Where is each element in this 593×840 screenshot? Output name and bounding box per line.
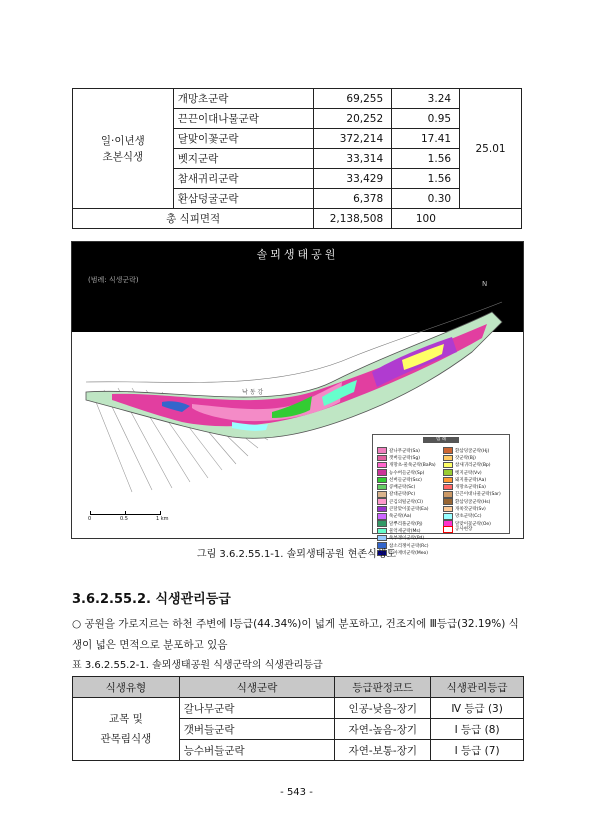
community-name: 환삼덩굴군락 bbox=[173, 189, 314, 209]
legend-swatch bbox=[443, 447, 453, 454]
legend-label: 갈대군락(Pc) bbox=[389, 492, 416, 498]
legend-label: 돼지풀군락(Aa) bbox=[455, 477, 487, 483]
legend-label: 갓군락(Bj) bbox=[455, 455, 476, 461]
legend-item bbox=[443, 513, 501, 520]
legend-item bbox=[377, 447, 436, 454]
area-value: 69,255 bbox=[314, 89, 392, 109]
map-subtitle: (범례: 식생군락) bbox=[88, 276, 139, 284]
legend-label: 환삼덩굴군락(Hj) bbox=[455, 448, 490, 454]
area-value: 33,429 bbox=[314, 169, 392, 189]
grade-code: 인공-낮음-장기 bbox=[335, 698, 431, 719]
total-percent: 100 bbox=[392, 209, 460, 229]
legend-item bbox=[443, 491, 501, 498]
legend-swatch bbox=[443, 526, 453, 533]
legend-item bbox=[377, 527, 436, 534]
legend-item bbox=[377, 535, 436, 542]
management-grade: Ⅳ 등급 (3) bbox=[431, 698, 524, 719]
legend-label: 개망초군락(Ea) bbox=[455, 485, 486, 491]
legend-item bbox=[443, 526, 472, 533]
table-caption: 표 3.6.2.55.2-1. 솔뫼생태공원 식생군락의 식생관리등급 bbox=[72, 660, 323, 671]
legend-swatch bbox=[443, 455, 453, 462]
total-row bbox=[73, 209, 522, 229]
legend-swatch bbox=[377, 498, 387, 505]
table-row bbox=[73, 89, 522, 109]
legend-item bbox=[377, 476, 436, 483]
legend-item bbox=[443, 454, 501, 461]
legend-swatch bbox=[377, 484, 387, 491]
legend-swatch bbox=[443, 498, 453, 505]
group-total-percent: 25.01 bbox=[460, 89, 522, 209]
vegetation-area-table bbox=[72, 88, 522, 229]
legend-item bbox=[443, 447, 501, 454]
legend-item bbox=[443, 476, 501, 483]
total-area: 2,138,508 bbox=[314, 209, 392, 229]
community-name: 벳지군락 bbox=[173, 149, 314, 169]
area-value: 33,314 bbox=[314, 149, 392, 169]
management-grade-table bbox=[72, 676, 524, 761]
legend-swatch bbox=[443, 513, 453, 520]
total-label: 총 식피면적 bbox=[73, 209, 314, 229]
legend-swatch bbox=[377, 462, 387, 469]
legend-label: 벳지군락(Vv) bbox=[455, 470, 482, 476]
legend-label: 선버들군락(Ssc) bbox=[389, 477, 422, 483]
legend-label: 큰김의털군락(Cl) bbox=[389, 499, 423, 505]
legend-label: 조아재비군락(Meo) bbox=[389, 550, 428, 556]
legend-item bbox=[443, 483, 501, 490]
table-row bbox=[73, 698, 524, 719]
legend-label: 참새귀리군락(Bp) bbox=[455, 463, 491, 469]
vegetation-type-cell: 일·이년생 초본식생 bbox=[73, 89, 174, 209]
community-name: 갯버들군락 bbox=[179, 719, 335, 740]
north-arrow-label: N bbox=[482, 280, 488, 288]
community-name: 능수버들군락 bbox=[179, 740, 335, 761]
column-header: 식생유형 bbox=[73, 677, 180, 698]
legend-item bbox=[377, 505, 436, 512]
community-name: 갈나무군락 bbox=[179, 698, 335, 719]
legend-label: 큰달맞이꽃군락(Ea) bbox=[389, 507, 429, 513]
legend-swatch bbox=[443, 462, 453, 469]
legend-item bbox=[443, 505, 501, 512]
legend-swatch bbox=[377, 513, 387, 520]
legend-swatch bbox=[377, 469, 387, 476]
vegetation-type-cell: 교목 및 관목림식생 bbox=[73, 698, 180, 761]
legend-swatch bbox=[377, 506, 387, 513]
legend-label: 달맞이꽃군락(Oe) bbox=[455, 521, 491, 527]
legend-label: 공사현장 bbox=[455, 527, 473, 533]
community-name: 참새귀리군락 bbox=[173, 169, 314, 189]
legend-label: 물억새군락(Ms) bbox=[389, 528, 421, 534]
column-header: 식생관리등급 bbox=[431, 677, 524, 698]
legend-title: 범 례 bbox=[423, 437, 459, 443]
legend-swatch bbox=[377, 520, 387, 527]
legend-swatch bbox=[443, 506, 453, 513]
management-grade: Ⅰ 등급 (8) bbox=[431, 719, 524, 740]
page-number: - 543 - bbox=[280, 787, 313, 798]
legend-label: 끈끈이대나물군락(Sar) bbox=[455, 492, 501, 498]
legend-item bbox=[443, 469, 501, 476]
map-legend bbox=[372, 434, 510, 556]
legend-label: 쑥군락(Aa) bbox=[389, 514, 412, 520]
legend-label: 환삼덩굴군락(Hs) bbox=[455, 499, 491, 505]
scale-bar bbox=[90, 514, 180, 522]
legend-label: 망초군락(Cc) bbox=[455, 514, 482, 520]
legend-item bbox=[377, 462, 436, 469]
scale-label: 1 km bbox=[156, 516, 169, 522]
legend-swatch bbox=[377, 528, 387, 535]
legend-label: 능수버들군락(Sp) bbox=[389, 470, 425, 476]
area-value: 6,378 bbox=[314, 189, 392, 209]
legend-label: 개망초-물쑥군락(BaPa) bbox=[389, 463, 436, 469]
legend-swatch bbox=[377, 535, 387, 542]
community-name: 달맞이꽃군락 bbox=[173, 129, 314, 149]
legend-item bbox=[443, 462, 501, 469]
legend-label: 갯버들군락(Sg) bbox=[389, 455, 420, 461]
percent-value: 17.41 bbox=[392, 129, 460, 149]
legend-swatch bbox=[443, 491, 453, 498]
legend-swatch bbox=[377, 477, 387, 484]
table-header-row bbox=[73, 677, 524, 698]
column-header: 식생군락 bbox=[179, 677, 335, 698]
figure-caption: 그림 3.6.2.55.1-1. 솔뫼생태공원 현존식생도 bbox=[196, 549, 397, 560]
legend-item bbox=[377, 483, 436, 490]
legend-item bbox=[377, 454, 436, 461]
percent-value: 1.56 bbox=[392, 149, 460, 169]
legend-swatch bbox=[443, 477, 453, 484]
community-name: 끈끈이대나물군락 bbox=[173, 109, 314, 129]
legend-item bbox=[443, 498, 501, 505]
legend-label: 갈나무군락(Sa) bbox=[389, 448, 420, 454]
percent-value: 3.24 bbox=[392, 89, 460, 109]
map-title: 솔뫼생태공원 bbox=[256, 248, 339, 261]
legend-swatch bbox=[443, 484, 453, 491]
section-heading: 3.6.2.55.2. 식생관리등급 bbox=[72, 592, 231, 607]
community-name: 개망초군락 bbox=[173, 89, 314, 109]
legend-label: 콩배군락(Sc) bbox=[389, 485, 416, 491]
area-value: 20,252 bbox=[314, 109, 392, 129]
legend-item bbox=[377, 513, 436, 520]
legend-item bbox=[377, 491, 436, 498]
legend-swatch bbox=[377, 491, 387, 498]
legend-item bbox=[377, 498, 436, 505]
management-grade: Ⅰ 등급 (7) bbox=[431, 740, 524, 761]
grade-code: 자연-보통-장기 bbox=[335, 740, 431, 761]
legend-swatch bbox=[377, 447, 387, 454]
legend-label: 참소리쟁이군락(Rc) bbox=[389, 543, 429, 549]
legend-item bbox=[377, 520, 436, 527]
paragraph: ○ 공원을 가로지르는 하천 주변에 Ⅰ등급(44.34%)이 넓게 분포하고, 건조지에 Ⅲ등급(32.19%) 식생이 넓은 면적으로 분포하고 있음 bbox=[72, 618, 519, 651]
legend-label: 개쑥갓군락(Sv) bbox=[455, 507, 486, 513]
legend-swatch bbox=[443, 469, 453, 476]
column-header: 등급판정코드 bbox=[335, 677, 431, 698]
legend-swatch bbox=[377, 455, 387, 462]
grade-code: 자연-높음-장기 bbox=[335, 719, 431, 740]
river-label: 낙 동 강 bbox=[242, 389, 264, 396]
legend-label: 쑥부쟁이군락(Pd) bbox=[389, 536, 425, 542]
percent-value: 0.95 bbox=[392, 109, 460, 129]
area-value: 372,214 bbox=[314, 129, 392, 149]
legend-label: 달뿌리풀군락(Pj) bbox=[389, 521, 423, 527]
legend-item bbox=[377, 469, 436, 476]
scale-label: 0 bbox=[88, 516, 92, 522]
percent-value: 1.56 bbox=[392, 169, 460, 189]
percent-value: 0.30 bbox=[392, 189, 460, 209]
scale-label: 0.5 bbox=[120, 516, 128, 522]
